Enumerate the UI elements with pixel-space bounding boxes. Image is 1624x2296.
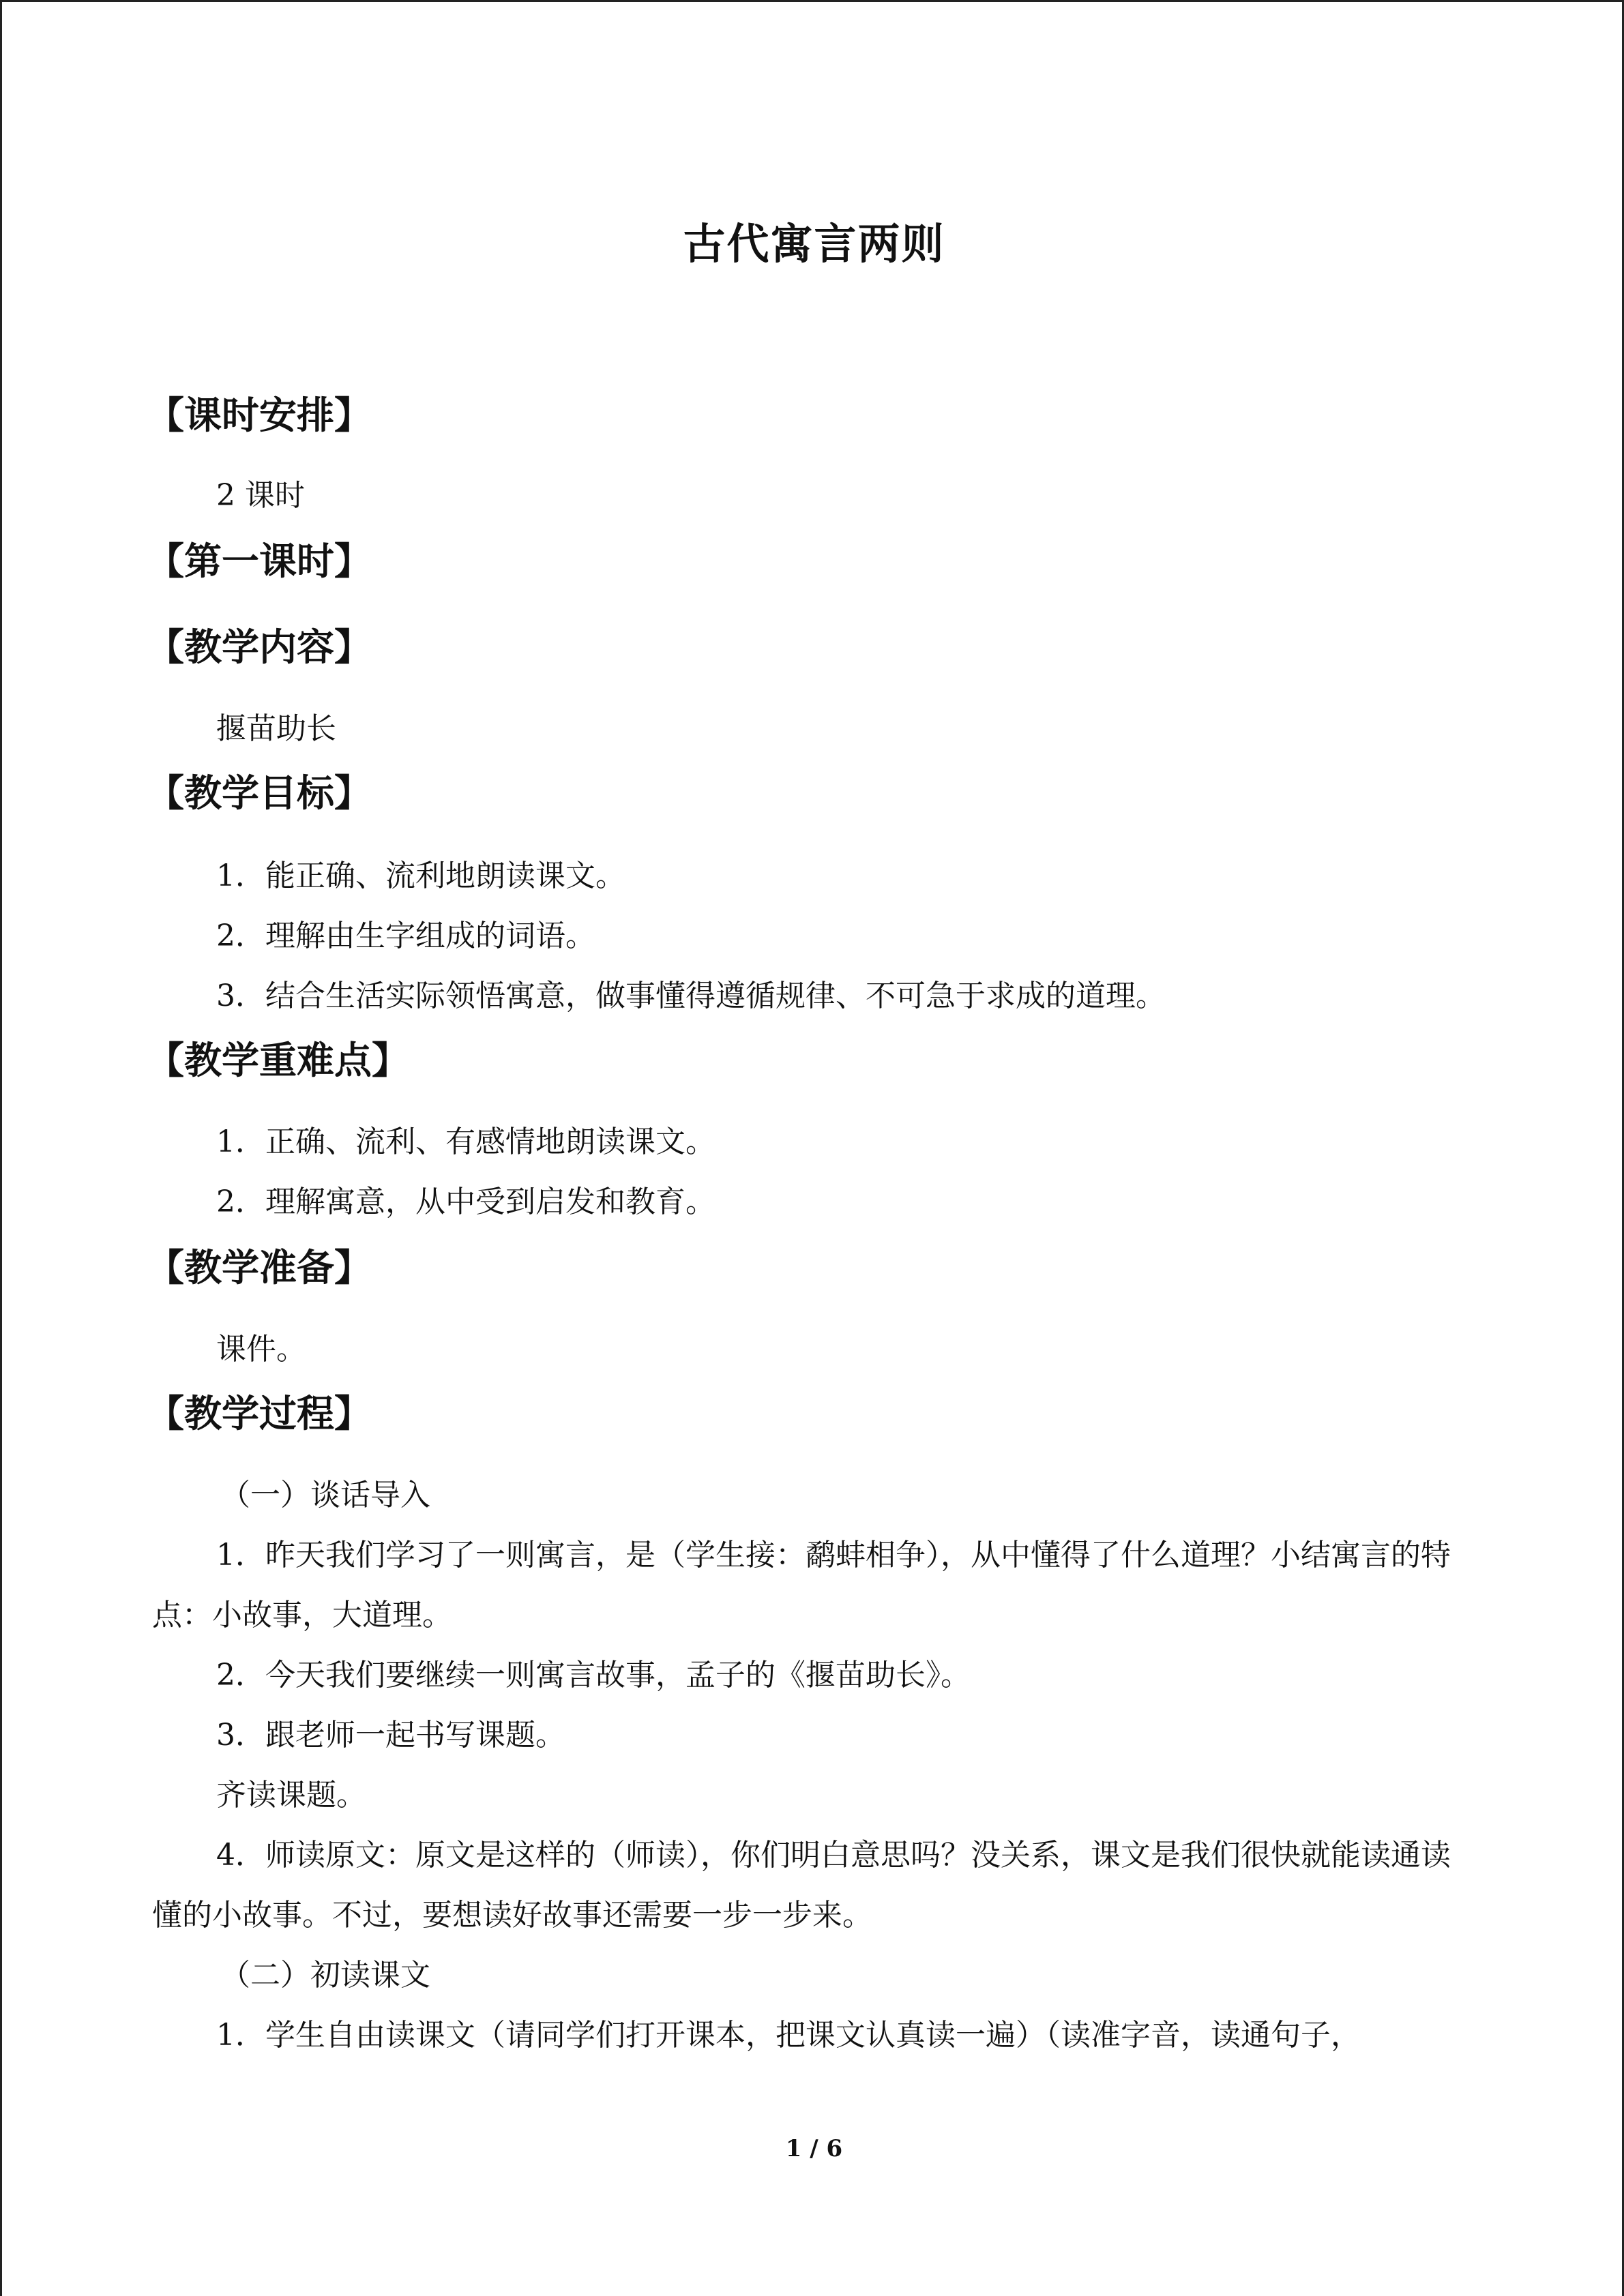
heading-process: 【教学过程】 bbox=[147, 1391, 372, 1435]
process-paragraph: 2．今天我们要继续一则寓言故事，孟子的《揠苗助长》。 bbox=[216, 1658, 971, 1693]
process-paragraph: 4．师读原文：原文是这样的（师读），你们明白意思吗？没关系，课文是我们很快就能读通读懂的小故事。不过，要想读好故事还需要一步一步来。 bbox=[152, 1838, 1451, 1933]
heading-first-lesson: 【第一课时】 bbox=[147, 539, 372, 583]
process-step-title: （二）初读课文 bbox=[220, 1958, 430, 1993]
process-step-title: （一）谈话导入 bbox=[220, 1478, 430, 1512]
heading-key-points: 【教学重难点】 bbox=[147, 1038, 410, 1082]
heading-goals: 【教学目标】 bbox=[147, 771, 372, 815]
goal-item: 1．能正确、流利地朗读课文。 bbox=[216, 859, 625, 893]
process-paragraph: 3．跟老师一起书写课题。 bbox=[216, 1718, 565, 1753]
key-point-item: 2．理解寓意，从中受到启发和教育。 bbox=[216, 1184, 715, 1219]
content-value: 揠苗助长 bbox=[216, 711, 336, 746]
process-paragraph: 1．学生自由读课文（请同学们打开课本，把课文认真读一遍）（读准字音，读通句子， bbox=[216, 2018, 1361, 2053]
heading-content: 【教学内容】 bbox=[147, 625, 372, 669]
goal-item: 3．结合生活实际领悟寓意，做事懂得遵循规律、不可急于求成的道理。 bbox=[216, 979, 1166, 1013]
heading-preparation: 【教学准备】 bbox=[147, 1245, 372, 1289]
process-paragraph: 1．昨天我们学习了一则寓言，是（学生接：鹬蚌相争），从中懂得了什么道理？小结寓言的特点：小故事，大道理。 bbox=[152, 1538, 1451, 1632]
process-paragraph: 齐读课题。 bbox=[216, 1778, 366, 1813]
page-number: 1 / 6 bbox=[785, 2135, 843, 2162]
schedule-value: 2 课时 bbox=[216, 478, 305, 513]
key-point-item: 1．正确、流利、有感情地朗读课文。 bbox=[216, 1124, 715, 1159]
document-title: 古代寓言两则 bbox=[683, 219, 945, 269]
preparation-value: 课件。 bbox=[216, 1332, 306, 1367]
goal-item: 2．理解由生字组成的词语。 bbox=[216, 919, 595, 953]
heading-schedule: 【课时安排】 bbox=[147, 393, 372, 437]
